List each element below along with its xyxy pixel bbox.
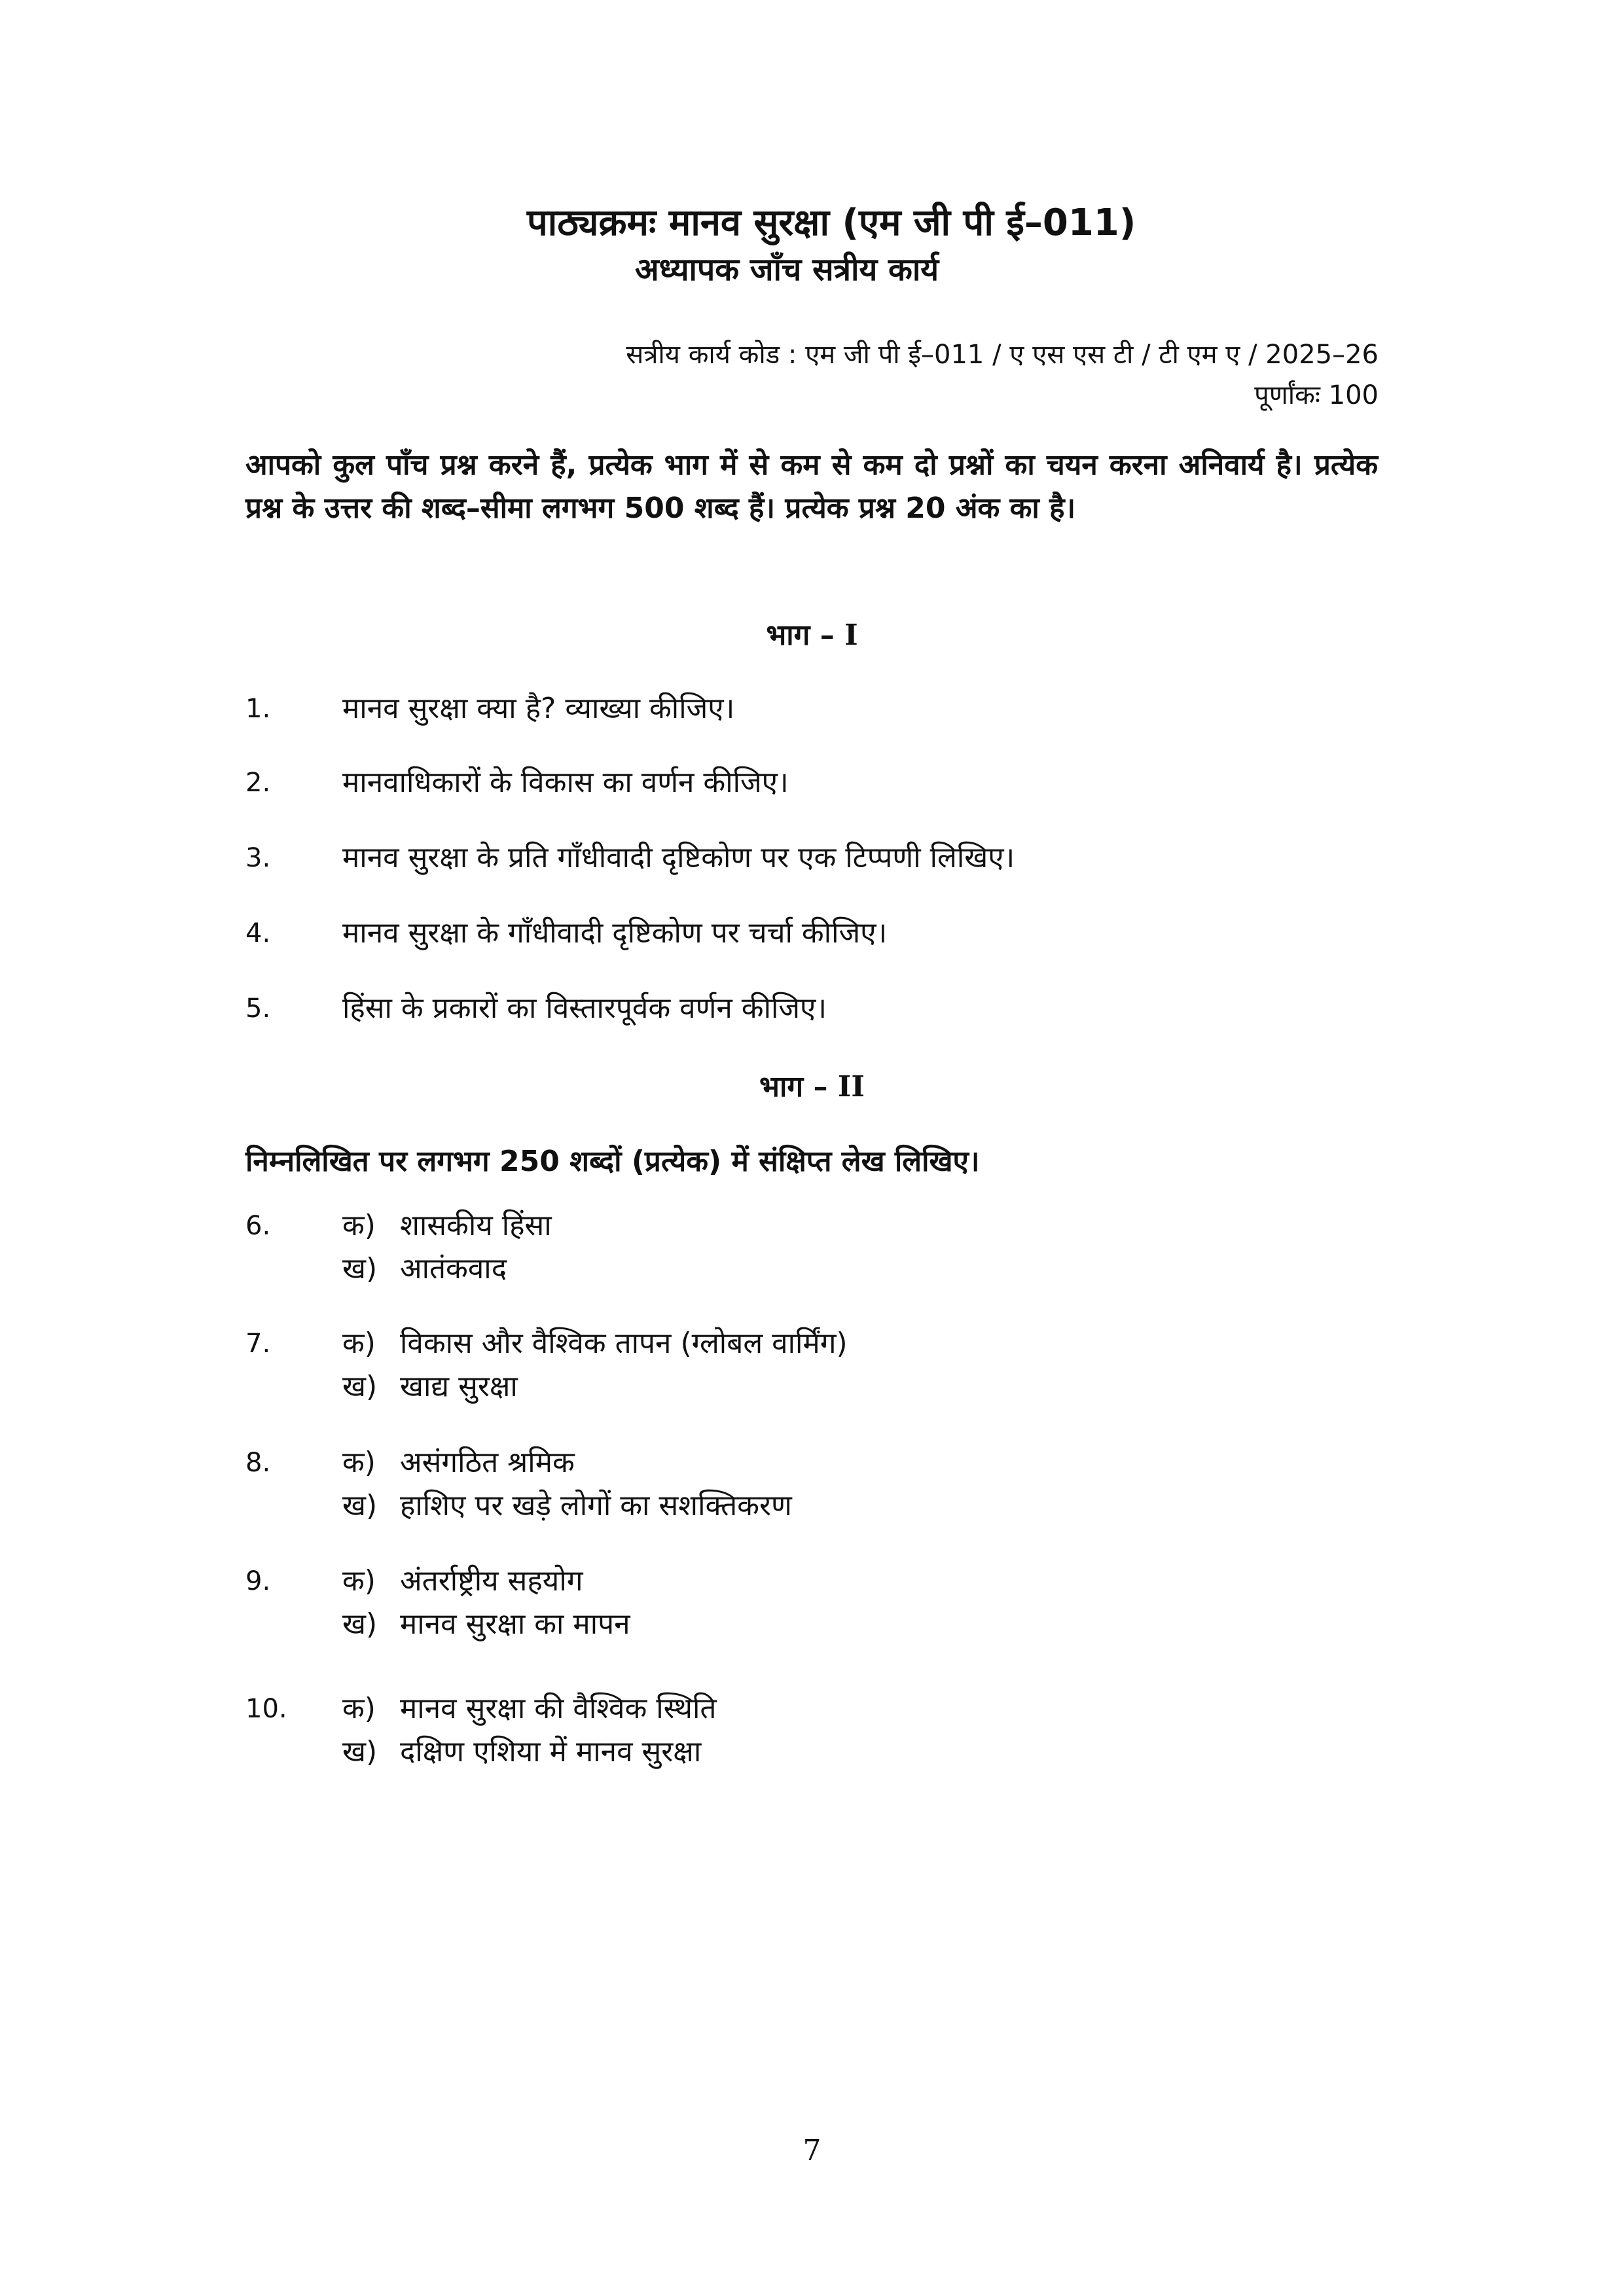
sub-question-b xyxy=(342,1365,518,1405)
sub-question-b xyxy=(342,1247,507,1287)
sub-question-a xyxy=(342,1204,552,1244)
question-number: 8. xyxy=(245,1448,271,1478)
sub-question-a xyxy=(342,1322,848,1361)
part-2-instruction: निम्नलिखित पर लगभग 250 शब्दों (प्रत्येक) में संक्षिप्त लेख लिखिए। xyxy=(245,1145,980,1178)
sub-question-a xyxy=(342,1560,583,1599)
sub-label: क) xyxy=(342,1327,376,1360)
sub-question-b xyxy=(342,1731,701,1770)
section-heading-part-2: भाग – II xyxy=(759,1070,865,1103)
sub-text: विकास और वैश्विक तापन (ग्लोबल वार्मिंग) xyxy=(400,1327,848,1360)
sub-label: क) xyxy=(342,1564,376,1598)
question-number: 7. xyxy=(245,1329,271,1359)
question-text: हिंसा के प्रकारों का विस्तारपूर्वक वर्णन कीजिए। xyxy=(342,992,827,1025)
question-number: 5. xyxy=(245,994,271,1024)
sub-text: खाद्य सुरक्षा xyxy=(400,1370,518,1403)
sub-text: आतंकवाद xyxy=(400,1252,507,1285)
page-number: 7 xyxy=(803,2134,821,2167)
sub-label: क) xyxy=(342,1209,376,1242)
question-number: 2. xyxy=(245,768,271,798)
sub-text: हाशिए पर खड़े लोगों का सशक्तिकरण xyxy=(400,1489,792,1522)
course-title: पाठ्यक्रमः मानव सुरक्षा (एम जी पी ई–011) xyxy=(527,202,1136,244)
question-text: मानव सुरक्षा के प्रति गाँधीवादी दृष्टिकोण पर एक टिप्पणी लिखिए। xyxy=(342,841,1015,874)
section-heading-part-1: भाग – I xyxy=(766,619,858,652)
question-number: 10. xyxy=(245,1694,287,1724)
assignment-code: सत्रीय कार्य कोड : एम जी पी ई–011 / ए एस एस टी / टी एम ए / 2025–26 xyxy=(626,340,1379,370)
sub-label: क) xyxy=(342,1446,376,1479)
sub-text: असंगठित श्रमिक xyxy=(400,1446,575,1479)
sub-label: ख) xyxy=(342,1735,378,1768)
sub-text: शासकीय हिंसा xyxy=(400,1209,552,1242)
sub-label: क) xyxy=(342,1692,376,1725)
question-number: 6. xyxy=(245,1211,271,1241)
sub-question-b xyxy=(342,1484,792,1524)
sub-question-a xyxy=(342,1441,575,1480)
sub-text: मानव सुरक्षा का मापन xyxy=(400,1607,630,1641)
question-text: मानव सुरक्षा क्या है? व्याख्या कीजिए। xyxy=(342,692,735,725)
question-number: 9. xyxy=(245,1566,271,1596)
sub-question-a xyxy=(342,1687,716,1727)
sub-label: ख) xyxy=(342,1370,378,1403)
question-number: 3. xyxy=(245,843,271,873)
general-instructions: आपको कुल पाँच प्रश्न करने हैं, प्रत्येक भाग में से कम से कम दो प्रश्नों का चयन करना अनिवार्य है। प्रत्येक प्रश्न के उत्तर की शब्द–सीमा लगभग 500 शब्द हैं। प्रत्येक प्रश्न 20 अंक का है। xyxy=(245,448,1378,525)
sub-label: ख) xyxy=(342,1607,378,1641)
sub-text: दक्षिण एशिया में मानव सुरक्षा xyxy=(400,1735,702,1768)
sub-question-b xyxy=(342,1603,630,1642)
sub-text: मानव सुरक्षा की वैश्विक स्थिति xyxy=(400,1692,717,1725)
sub-label: ख) xyxy=(342,1252,378,1285)
question-text: मानवाधिकारों के विकास का वर्णन कीजिए। xyxy=(342,766,789,799)
max-marks: पूर्णांकः 100 xyxy=(1254,380,1379,410)
question-number: 4. xyxy=(245,918,271,948)
question-number: 1. xyxy=(245,694,271,724)
question-text: मानव सुरक्षा के गाँधीवादी दृष्टिकोण पर चर्चा कीजिए। xyxy=(342,916,888,950)
sub-label: ख) xyxy=(342,1489,378,1522)
assignment-subtitle: अध्यापक जाँच सत्रीय कार्य xyxy=(635,251,939,288)
sub-text: अंतर्राष्ट्रीय सहयोग xyxy=(400,1564,583,1598)
